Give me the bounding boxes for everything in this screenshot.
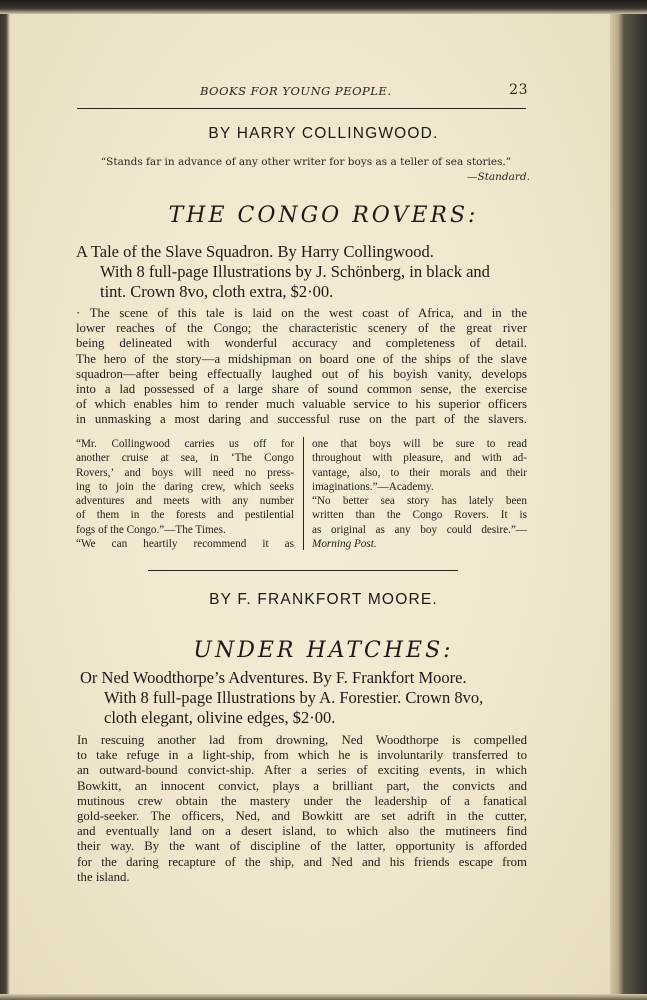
synopsis-line: In rescuing another lad from drowning, Ned Woodthorpe is compelled (77, 733, 527, 747)
synopsis-line: of which enables him to render much valuable service to his superior officers (76, 397, 527, 412)
synopsis-under-hatches (77, 733, 527, 885)
synopsis-line: into a lad possessed of a large share of sound common sense, the exercise (76, 382, 527, 397)
press-quote-source: —Standard. (467, 171, 530, 183)
review-line: Rovers,’ and boys will need no press- (76, 466, 294, 479)
synopsis-line: gold-seeker. The officers, Ned, and Bowkitt are set adrift in the cutter, (77, 809, 527, 824)
page-number: 23 (509, 82, 528, 98)
section-divider-rule (148, 570, 458, 571)
review-line: “Mr. Collingwood carries us off for (76, 438, 294, 450)
review-line: Morning Post. (312, 538, 377, 551)
review-line: adventures and meets with any number (76, 495, 294, 508)
book-description-under-hatches (80, 668, 530, 728)
review-line: “No better sea story has lately been (312, 495, 527, 508)
description-line: Or Ned Woodthorpe’s Adventures. By F. Frankfort Moore. (80, 668, 467, 687)
description-line: tint. Crown 8vo, cloth extra, $2·00. (100, 282, 334, 301)
synopsis-line: lower reaches of the Congo; the characteristic scenery of the great river (76, 321, 527, 336)
review-line: vantage, also, to their morals and their (312, 466, 527, 479)
book-description-congo-rovers (76, 242, 536, 302)
description-line: A Tale of the Slave Squadron. By Harry Collingwood. (76, 242, 434, 261)
synopsis-congo-rovers (76, 306, 527, 428)
description-line: With 8 full-page Illustrations by A. Forestier. Crown 8vo, (104, 688, 484, 707)
synopsis-line: being delineated with wonderful accuracy and completeness of detail. (76, 336, 527, 351)
review-line: fogs of the Congo.”—The Times. (76, 523, 226, 536)
review-line: “We can heartily recommend it as (76, 538, 294, 551)
book-title-under-hatches: UNDER HATCHES: (193, 638, 454, 663)
review-line: as original as any boy could desire.”— (312, 523, 527, 536)
review-line: throughout with pleasure, and with ad- (312, 452, 527, 465)
press-quote (82, 155, 530, 185)
header-rule (77, 108, 526, 109)
reviews-right-column (312, 437, 527, 551)
synopsis-line: to take refuge in a light-ship, from which he is involuntarily transferred to (77, 748, 527, 763)
synopsis-line: mutinous crew obtain the mastery under the leadership of a fanatical (77, 793, 527, 808)
review-line: another cruise at sea, in ‘The Congo (76, 452, 294, 465)
synopsis-line: squadron—after being effectually laughed out of his boyish vanity, develops (76, 366, 527, 381)
review-line: one that boys will be sure to read (312, 438, 527, 450)
running-title: BOOKS FOR YOUNG PEOPLE. (200, 84, 392, 98)
description-line: With 8 full-page Illustrations by J. Schönberg, in black and (100, 262, 490, 281)
review-line: written than the Congo Rovers. It is (312, 509, 527, 522)
running-header (188, 82, 528, 100)
book-title-congo-rovers: THE CONGO ROVERS: (168, 203, 479, 228)
page-bottom-shadow (0, 994, 647, 1000)
synopsis-line: the island. (77, 869, 130, 884)
review-line: of them in the forests and pestilential (76, 509, 294, 522)
synopsis-line: in unmasking a most daring and successful ruse on the part of the slavers. (76, 412, 527, 427)
review-line: ing to join the daring crew, which seeks (76, 480, 294, 493)
page-top-shadow (0, 0, 647, 14)
synopsis-line: their way. By the want of discipline of the latter, opportunity is afforded (77, 839, 527, 854)
review-line: imaginations.”—Academy. (312, 480, 434, 493)
reviews-left-column (76, 437, 294, 551)
synopsis-line: Bowkitt, an innocent convict, plays a brilliant part, the convicts and (77, 778, 527, 793)
synopsis-line: for the daring recapture of the ship, and Ned and his friends escape from (77, 854, 527, 869)
description-line: cloth elegant, olivine edges, $2·00. (104, 708, 336, 727)
press-quote-text: “Stands far in advance of any other writer for boys as a teller of sea stories.” (100, 156, 512, 168)
author-heading-moore: BY F. FRANKFORT MOORE. (209, 591, 438, 608)
column-divider (303, 437, 304, 550)
synopsis-line: and eventually land on a desert island, to which also the mutineers find (77, 824, 527, 839)
synopsis-line: · The scene of this tale is laid on the west coast of Africa, and in the (76, 306, 527, 320)
synopsis-line: The hero of the story—a midshipman on board one of the ships of the slave (76, 351, 527, 366)
author-heading-collingwood: BY HARRY COLLINGWOOD. (208, 125, 439, 142)
synopsis-line: an outward-bound convict-ship. After a series of exciting events, in which (77, 763, 527, 778)
